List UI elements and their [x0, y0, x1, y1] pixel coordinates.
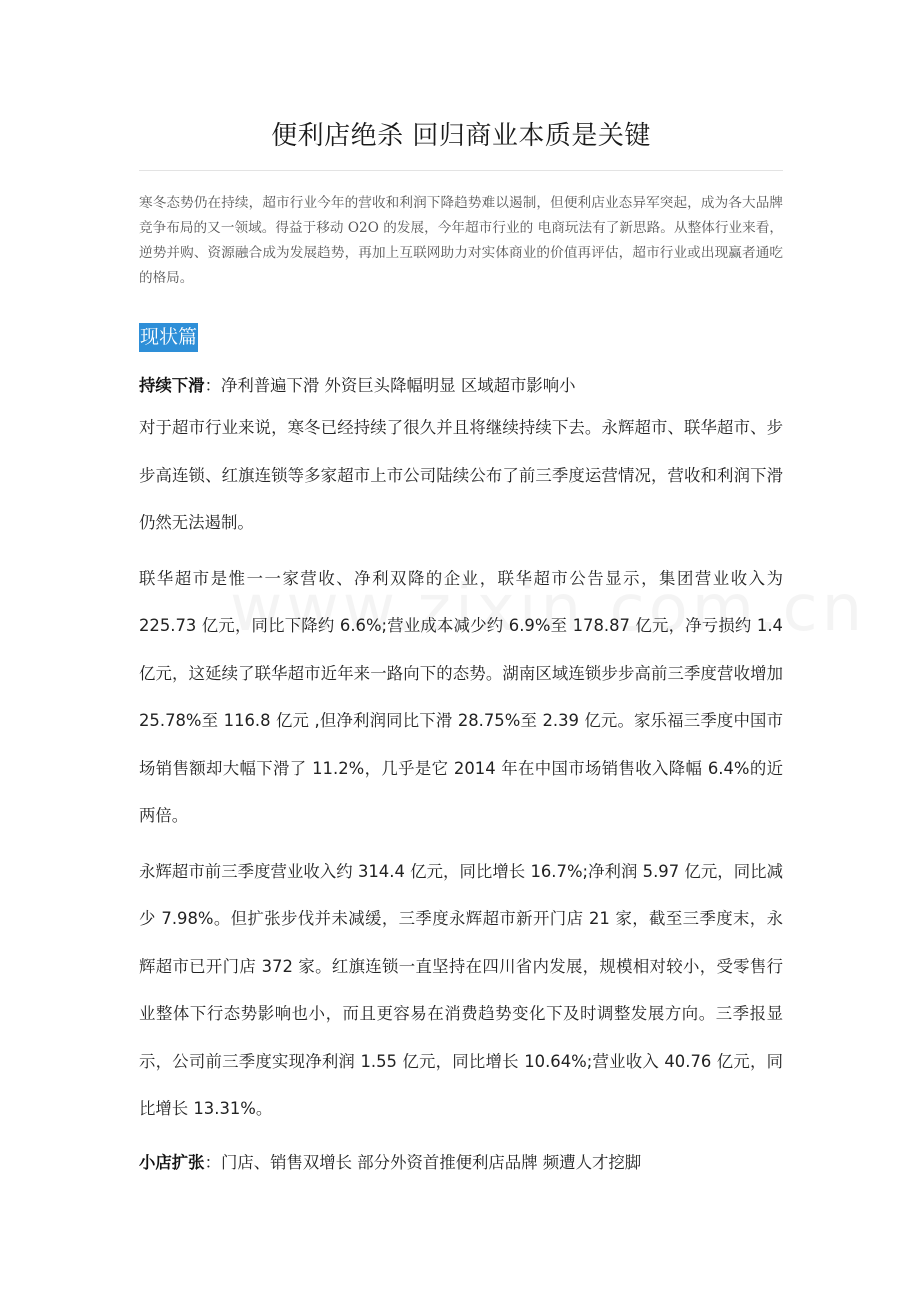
document-title: 便利店绝杀 回归商业本质是关键: [271, 121, 651, 151]
title-divider: [139, 170, 783, 171]
subsection-label-expansion: 小店扩张: [139, 1152, 205, 1172]
section-heading-label: 现状篇: [139, 323, 198, 352]
subsection-heading-decline: [139, 368, 783, 404]
section-heading: [139, 323, 783, 354]
subsection-heading-expansion: [139, 1145, 783, 1181]
subsection-label-decline: 持续下滑: [139, 376, 205, 395]
subsection-text-decline: ：净利普遍下滑 外资巨头降幅明显 区域超市影响小: [204, 376, 576, 395]
subsection-text-expansion: ：门店、销售双增长 部分外资首推便利店品牌 频遭人才挖脚: [204, 1152, 642, 1172]
intro-paragraph: 寒冬态势仍在持续，超市行业今年的营收和利润下降趋势难以遏制，但便利店业态异军突起，成为各大品牌竞争布局的又一领域。得益于移动 O2O 的发展，今年超市行业的 电商玩法有了新思路。从整体行业来看，逆势并购、资源融合成为发展趋势，再加上互联网助力对实体商业的价值再评估，超市行业或出现赢者通吃的格局。: [139, 195, 783, 286]
body-paragraph: 永辉超市前三季度营业收入约 314.4 亿元，同比增长 16.7%;净利润 5.97 亿元，同比减少 7.98%。但扩张步伐并未减缓，三季度永辉超市新开门店 21 家，截至三季度末，永辉超市已开门店 372 家。红旗连锁一直坚持在四川省内发展，规模相对较小，受零售行业整体下行态势影响也小，而且更容易在消费趋势变化下及时调整发展方向。三季报显示，公司前三季度实现净利润 1.55 亿元，同比增长 10.64%;营业收入 40.76 亿元，同比增长 13.31%。: [139, 861, 783, 1118]
document-page: [139, 0, 783, 1181]
body-paragraph: 联华超市是惟一一家营收、净利双降的企业，联华超市公告显示，集团营业收入为 225.73 亿元，同比下降约 6.6%;营业成本减少约 6.9%至 178.87 亿元，净亏损约 1.4 亿元，这延续了联华超市近年来一路向下的态势。湖南区域连锁步步高前三季度营收增加 25.78%至 116.8 亿元 ,但净利润同比下滑 28.75%至 2.39 亿元。家乐福三季度中国市场销售额却大幅下滑了 11.2%，几乎是它 2014 年在中国市场销售收入降幅 6.4%的近两倍。: [139, 568, 783, 825]
body-paragraph: 对于超市行业来说，寒冬已经持续了很久并且将继续持续下去。永辉超市、联华超市、步步高连锁、红旗连锁等多家超市上市公司陆续公布了前三季度运营情况，营收和利润下滑仍然无法遏制。: [139, 418, 783, 532]
